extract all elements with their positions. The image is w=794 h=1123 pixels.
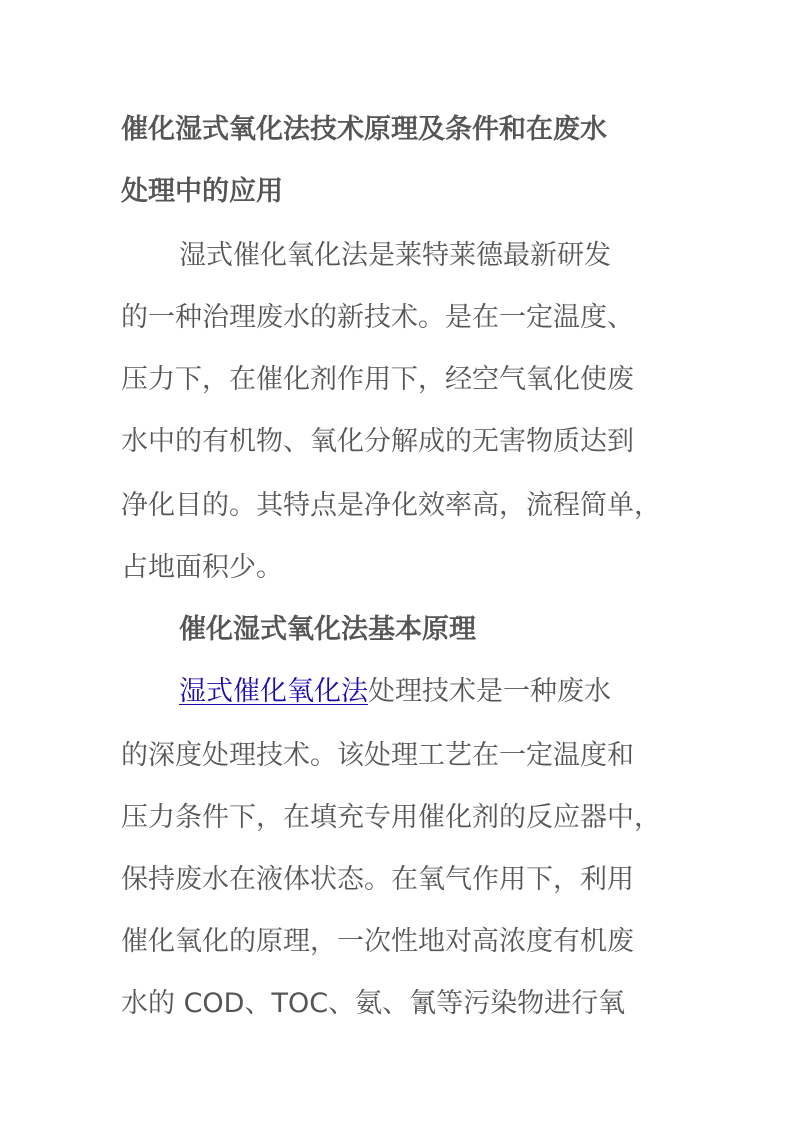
intro-paragraph-line-5: 净化目的。其特点是净化效率高，流程简单， (121, 490, 661, 521)
section-paragraph-line-4: 保持废水在液体状态。在氧气作用下，利用 (121, 864, 634, 895)
intro-paragraph-line-3: 压力下，在催化剂作用下，经空气氧化使废 (121, 364, 634, 395)
intro-paragraph-line-4: 水中的有机物、氧化分解成的无害物质达到 (121, 426, 634, 457)
intro-paragraph-line-6: 占地面积少。 (121, 552, 283, 583)
section-paragraph-line-3: 压力条件下，在填充专用催化剂的反应器中， (121, 802, 661, 833)
document-title-line-2: 处理中的应用 (121, 176, 283, 207)
section-paragraph-line-5: 催化氧化的原理，一次性地对高浓度有机废 (121, 926, 634, 957)
section-paragraph-line-6: 水的 COD、TOC、氨、氰等污染物进行氧 (121, 988, 626, 1019)
wet-catalytic-oxidation-link[interactable]: 湿式催化氧化法 (179, 676, 368, 707)
intro-paragraph-line-1: 湿式催化氧化法是莱特莱德最新研发 (179, 240, 611, 271)
intro-paragraph-line-2: 的一种治理废水的新技术。是在一定温度、 (121, 302, 634, 333)
section-paragraph-line-1 (179, 676, 611, 708)
section-paragraph-line-1-rest: 处理技术是一种废水 (368, 676, 611, 707)
section-paragraph-line-2: 的深度处理技术。该处理工艺在一定温度和 (121, 740, 634, 771)
section-heading: 催化湿式氧化法基本原理 (179, 614, 476, 645)
document-title-line-1: 催化湿式氧化法技术原理及条件和在废水 (121, 114, 607, 145)
